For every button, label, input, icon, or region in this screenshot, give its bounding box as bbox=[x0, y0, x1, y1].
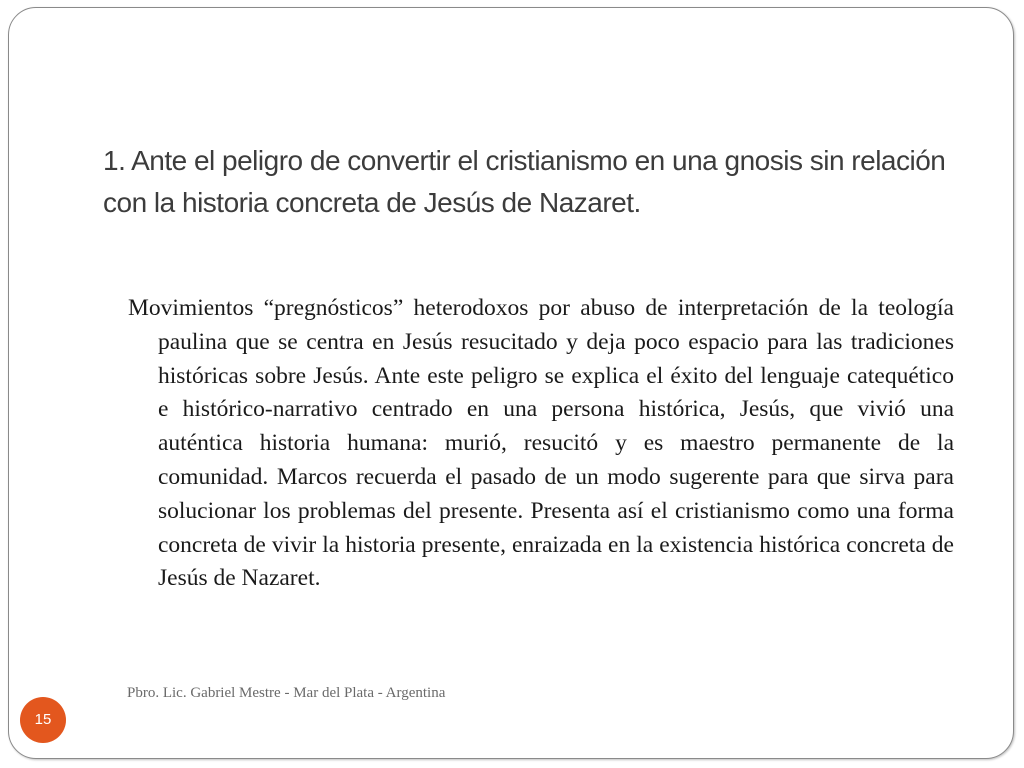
slide-title: 1. Ante el peligro de convertir el cristianismo en una gnosis sin relación con la historia concreta de Jesús de Nazaret. bbox=[103, 145, 946, 218]
slide-body-paragraph: Movimientos “pregnósticos” heterodoxos por abuso de interpretación de la teología paulina que se centra en Jesús resucitado y deja poco espacio para las tradiciones históricas sobre Jesús. Ante este peligro se explica el éxito del lenguaje catequético e histórico-narrativo centrado en una persona histórica, Jesús, que vivió una auténtica historia humana: murió, resucitó y es maestro permanente de la comunidad. Marcos recuerda el pasado de un modo sugerente para que sirva para solucionar los problemas del presente. Presenta así el cristianismo como una forma concreta de vivir la historia presente, enraizada en la existencia histórica concreta de Jesús de Nazaret. bbox=[128, 295, 954, 592]
page-number-badge: 15 bbox=[20, 697, 66, 743]
slide-footer: Pbro. Lic. Gabriel Mestre - Mar del Plata - Argentina bbox=[127, 685, 446, 701]
